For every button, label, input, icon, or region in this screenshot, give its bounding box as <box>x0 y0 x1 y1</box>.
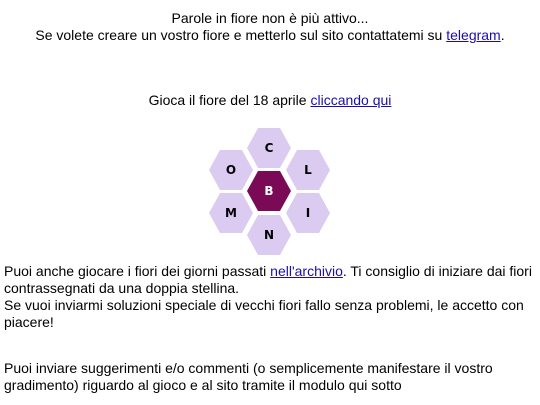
petal-bottom-letter: N <box>263 228 275 242</box>
notice-line2-end: . <box>500 27 505 43</box>
petal-top-letter: C <box>264 141 274 155</box>
petal-bottom[interactable] <box>247 215 291 255</box>
notice-line2 <box>0 27 540 44</box>
petal-lower-left[interactable] <box>209 193 253 233</box>
inactive-notice <box>0 10 540 44</box>
archive-text: Puoi anche giocare i fiori dei giorni passati <box>4 263 271 279</box>
petal-upper-left[interactable] <box>209 150 253 190</box>
petal-top[interactable] <box>247 128 291 168</box>
petal-lower-left-letter: M <box>225 206 237 220</box>
petal-upper-right-letter: L <box>304 163 312 177</box>
petal-upper-right[interactable] <box>286 150 330 190</box>
petal-lower-right[interactable] <box>286 193 330 233</box>
play-text: Gioca il fiore del 18 aprile <box>148 92 311 108</box>
feedback-paragraph <box>4 360 534 394</box>
petal-upper-left-letter: O <box>225 163 237 177</box>
play-link[interactable]: cliccando qui <box>310 92 392 108</box>
archive-text-end: . Ti consiglio di iniziare dai fiori contrassegnati da una doppia stellina. <box>4 263 532 296</box>
archive-line1 <box>4 263 534 297</box>
telegram-link[interactable]: telegram <box>446 27 501 43</box>
feedback-text: Puoi inviare suggerimenti e/o commenti (o semplicemente manifestare il vostro gradimento) riguardo al gioco e al sito tramite il modulo qui sotto <box>4 360 493 393</box>
center-hex[interactable] <box>247 171 291 211</box>
archive-link[interactable]: nell'archivio <box>270 263 343 279</box>
notice-line1: Parole in fiore non è più attivo... <box>171 10 369 26</box>
archive-paragraph <box>4 263 534 331</box>
petal-lower-right-letter: I <box>305 206 311 220</box>
center-letter: B <box>264 184 274 198</box>
play-today <box>0 92 540 108</box>
archive-line2: Se vuoi inviarmi soluzioni speciale di vecchi fiori fallo senza problemi, le accetto con piacere! <box>4 297 524 330</box>
notice-line2-text: Se volete creare un vostro fiore e metterlo sul sito contattatemi su <box>35 27 447 43</box>
